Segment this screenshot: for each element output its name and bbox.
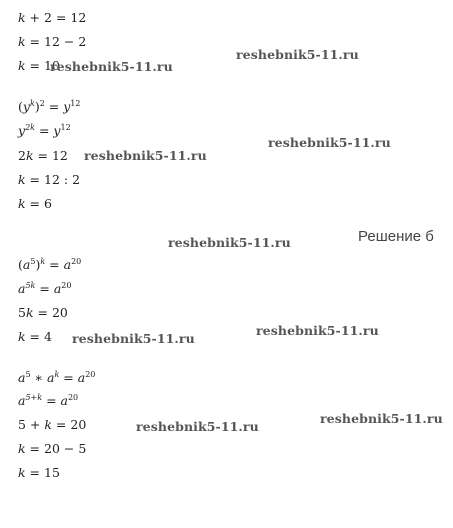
equation-line [18,34,86,50]
variable: k [18,172,26,187]
equals: = [35,123,54,138]
variable: a [47,370,55,385]
exponent: 2 [39,99,45,108]
watermark: reshebnik5-11.ru [236,47,359,62]
watermark: reshebnik5-11.ru [320,411,443,426]
equals: = [45,257,64,272]
equation-line [18,305,68,321]
exponent: 20 [71,257,82,266]
equation-text: = 6 [25,196,52,211]
equation-text: = 20 [33,305,68,320]
variable: y [53,123,61,138]
equals: = [42,393,61,408]
equation-line [18,441,86,457]
watermark: reshebnik5-11.ru [136,419,259,434]
variable: y [63,99,71,114]
exponent: 12 [60,123,71,132]
exponent: 2k [25,123,35,132]
equation-text: = 12 [33,148,68,163]
operator: ∗ [30,370,47,385]
coefficient: 2 [18,148,26,163]
variable: k [18,441,26,456]
exponent: k [29,99,35,108]
equation-text: = 20 [51,417,87,432]
variable: k [18,34,26,49]
variable: y [22,99,30,114]
variable: a [63,257,72,272]
exponent: 20 [85,370,96,379]
exponent: 20 [61,281,72,290]
variable: a [18,370,26,385]
equation-line: $(a^5)^k = a^{20}$ [18,257,82,272]
equation-line: $(y^k)^2 = y^{12}$ [18,99,81,114]
equation-text: = 15 [25,465,60,480]
variable: k [18,465,26,480]
variable: a [60,393,68,408]
equation-line [18,329,52,345]
equation-text: = 12 : 2 [25,172,81,187]
equation-text: = 10 [25,58,60,73]
exponent: 20 [67,393,79,402]
equation-line [18,10,86,26]
variable: k [25,148,34,163]
equals: = [59,370,78,385]
equation-line [18,148,68,164]
equation-text: = 20 − 5 [25,441,87,456]
variable: k [18,196,26,211]
watermark: reshebnik5-11.ru [168,235,291,250]
equation-text: 5 + [18,417,45,432]
equation-line [18,370,95,386]
variable: k [18,10,26,25]
watermark: reshebnik5-11.ru [50,59,173,74]
equation-text: = 12 − 2 [25,34,87,49]
variable: a [22,257,31,272]
exponent: k [40,257,46,266]
equation-text: + 2 = 12 [25,10,87,25]
equals: = [35,281,54,296]
equation-line [18,417,86,433]
variable: k [25,305,34,320]
watermark: reshebnik5-11.ru [256,323,379,338]
equation-line [18,172,80,188]
watermark: reshebnik5-11.ru [268,135,391,150]
variable: a [18,281,26,296]
equation-line [18,393,78,409]
equation-text: = 4 [25,329,52,344]
equals: = [44,99,64,114]
exponent: 5k [25,281,36,290]
exponent: 5+k [25,393,43,402]
exponent: 5 [25,370,31,379]
watermark: reshebnik5-11.ru [84,148,207,163]
watermark: reshebnik5-11.ru [72,331,195,346]
exponent: 5 [30,257,36,266]
variable: a [53,281,62,296]
variable: k [18,329,26,344]
variable: y [18,123,26,138]
section-heading: Решение б [358,228,434,245]
equation-line [18,196,52,212]
exponent: 12 [70,99,81,108]
variable: a [18,393,26,408]
equation-line [18,465,60,481]
variable: k [44,417,52,432]
variable: k [18,58,26,73]
exponent: k [54,370,60,379]
coefficient: 5 [18,305,26,320]
equation-line [18,281,71,297]
variable: a [77,370,86,385]
equation-line [18,123,71,139]
